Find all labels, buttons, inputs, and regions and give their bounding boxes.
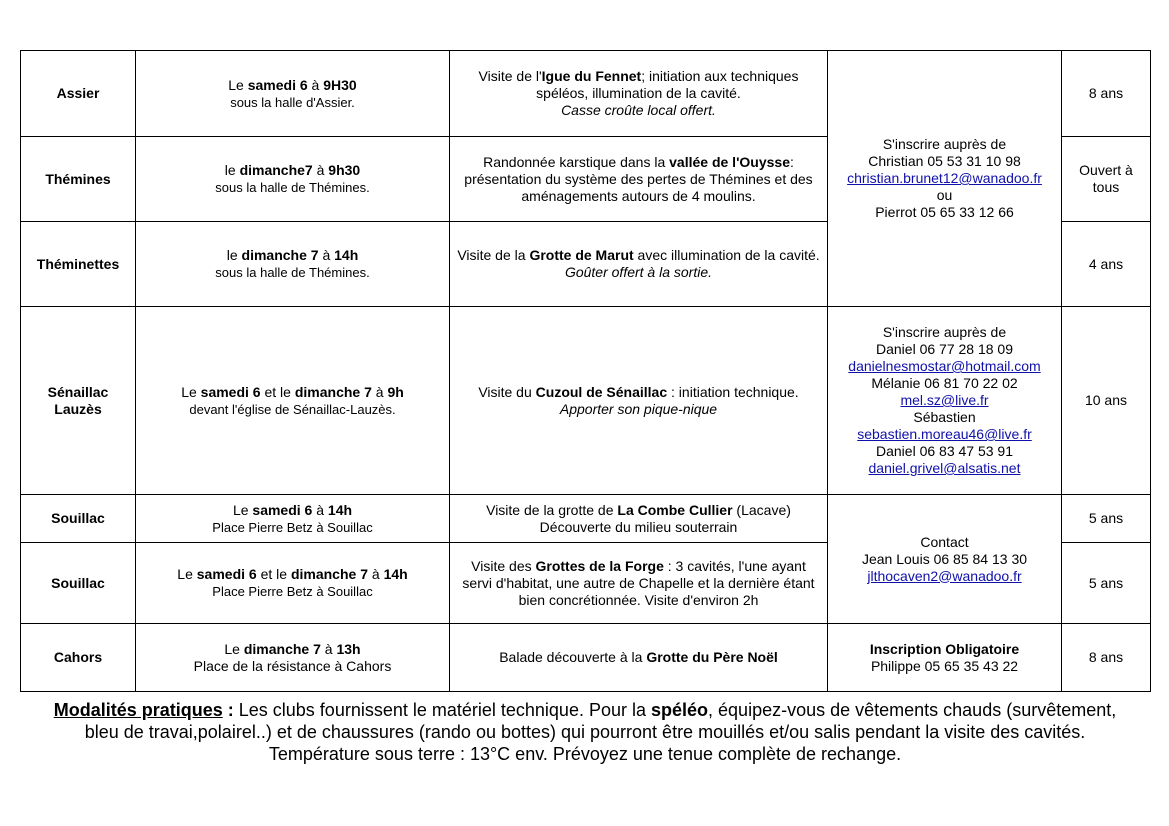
email-link[interactable]: danielnesmostar@hotmail.com xyxy=(848,358,1041,374)
contact-cell: Inscription Obligatoire Philippe 05 65 35 43 22 xyxy=(828,624,1062,692)
date-cell: Le samedi 6 à 14h Place Pierre Betz à Souillac xyxy=(136,495,450,543)
place-cell: Souillac xyxy=(21,543,136,624)
place-cell: Cahors xyxy=(21,624,136,692)
email-link[interactable]: jlthocaven2@wanadoo.fr xyxy=(867,567,1022,584)
email-link[interactable]: christian.brunet12@wanadoo.fr xyxy=(847,170,1042,186)
table-row xyxy=(21,51,1151,137)
events-table xyxy=(20,50,1151,692)
email-link[interactable]: sebastien.moreau46@live.fr xyxy=(857,426,1032,442)
place-cell: Souillac xyxy=(21,495,136,543)
contact-cell: S'inscrire auprès de Christian 05 53 31 10 98 christian.brunet12@wanadoo.fr ou Pierrot 05 65 33 12 66 xyxy=(828,51,1062,307)
date-cell: le dimanche7 à 9h30 sous la halle de Thémines. xyxy=(136,137,450,222)
contact-cell: Contact Jean Louis 06 85 84 13 30 jlthocaven2@wanadoo.fr xyxy=(828,495,1062,624)
activity-cell: Visite de la Grotte de Marut avec illumination de la cavité. Goûter offert à la sortie. xyxy=(450,222,828,307)
place-cell: Assier xyxy=(21,51,136,137)
practical-info-paragraph: Modalités pratiques : Les clubs fournissent le matériel technique. Pour la spéléo, équipez-vous de vêtements chauds (survêtement, bleu de travai,polairel..) et de chaussures (rando ou bottes) qui pourront être mouillés et/ou salis pendant la visite des cavités. Température sous terre : 13°C env. Prévoyez une tenue complète de rechange. xyxy=(53,700,1117,764)
activity-cell: Visite des Grottes de la Forge : 3 cavités, l'une ayant servi d'habitat, une autre de Chapelle et la dernière étant bien concrétionnée. Visite d'environ 2h xyxy=(450,543,828,624)
place-cell: Théminettes xyxy=(21,222,136,307)
activity-cell: Visite de la grotte de La Combe Cullier (Lacave) Découverte du milieu souterrain xyxy=(450,495,828,543)
activity-cell: Visite du Cuzoul de Sénaillac : initiation technique. Apporter son pique-nique xyxy=(450,307,828,495)
place-cell: Sénaillac Lauzès xyxy=(21,307,136,495)
age-cell: 4 ans xyxy=(1062,222,1151,307)
age-cell: Ouvert à tous xyxy=(1062,137,1151,222)
email-link[interactable]: mel.sz@live.fr xyxy=(900,392,989,408)
email-link[interactable]: daniel.grivel@alsatis.net xyxy=(868,460,1021,476)
table-row xyxy=(21,495,1151,543)
table-row xyxy=(21,307,1151,495)
date-cell: le dimanche 7 à 14h sous la halle de Thémines. xyxy=(136,222,450,307)
activity-cell: Visite de l'Igue du Fennet; initiation aux techniques spéléos, illumination de la cavité. Casse croûte local offert. xyxy=(450,51,828,137)
age-cell: 5 ans xyxy=(1062,543,1151,624)
date-cell: Le dimanche 7 à 13h Place de la résistance à Cahors xyxy=(136,624,450,692)
date-cell: Le samedi 6 et le dimanche 7 à 14h Place Pierre Betz à Souillac xyxy=(136,543,450,624)
table-row xyxy=(21,624,1151,692)
place-cell: Thémines xyxy=(21,137,136,222)
practical-info-title: Modalités pratiques xyxy=(53,700,223,720)
activity-cell: Randonnée karstique dans la vallée de l'Ouysse: présentation du système des pertes de Thémines et des aménagements autours de 4 moulins. xyxy=(450,137,828,222)
contact-cell: S'inscrire auprès de Daniel 06 77 28 18 09 danielnesmostar@hotmail.com Mélanie 06 81 70 22 02 mel.sz@live.fr Sébastien sebastien.moreau46@live.fr Daniel 06 83 47 53 91 daniel.grivel@alsatis.net xyxy=(828,307,1062,495)
age-cell: 8 ans xyxy=(1062,624,1151,692)
age-cell: 10 ans xyxy=(1062,307,1151,495)
age-cell: 8 ans xyxy=(1062,51,1151,137)
date-cell: Le samedi 6 et le dimanche 7 à 9h devant l'église de Sénaillac-Lauzès. xyxy=(136,307,450,495)
activity-cell: Balade découverte à la Grotte du Père Noël xyxy=(450,624,828,692)
age-cell: 5 ans xyxy=(1062,495,1151,543)
date-cell: Le samedi 6 à 9H30 sous la halle d'Assier. xyxy=(136,51,450,137)
